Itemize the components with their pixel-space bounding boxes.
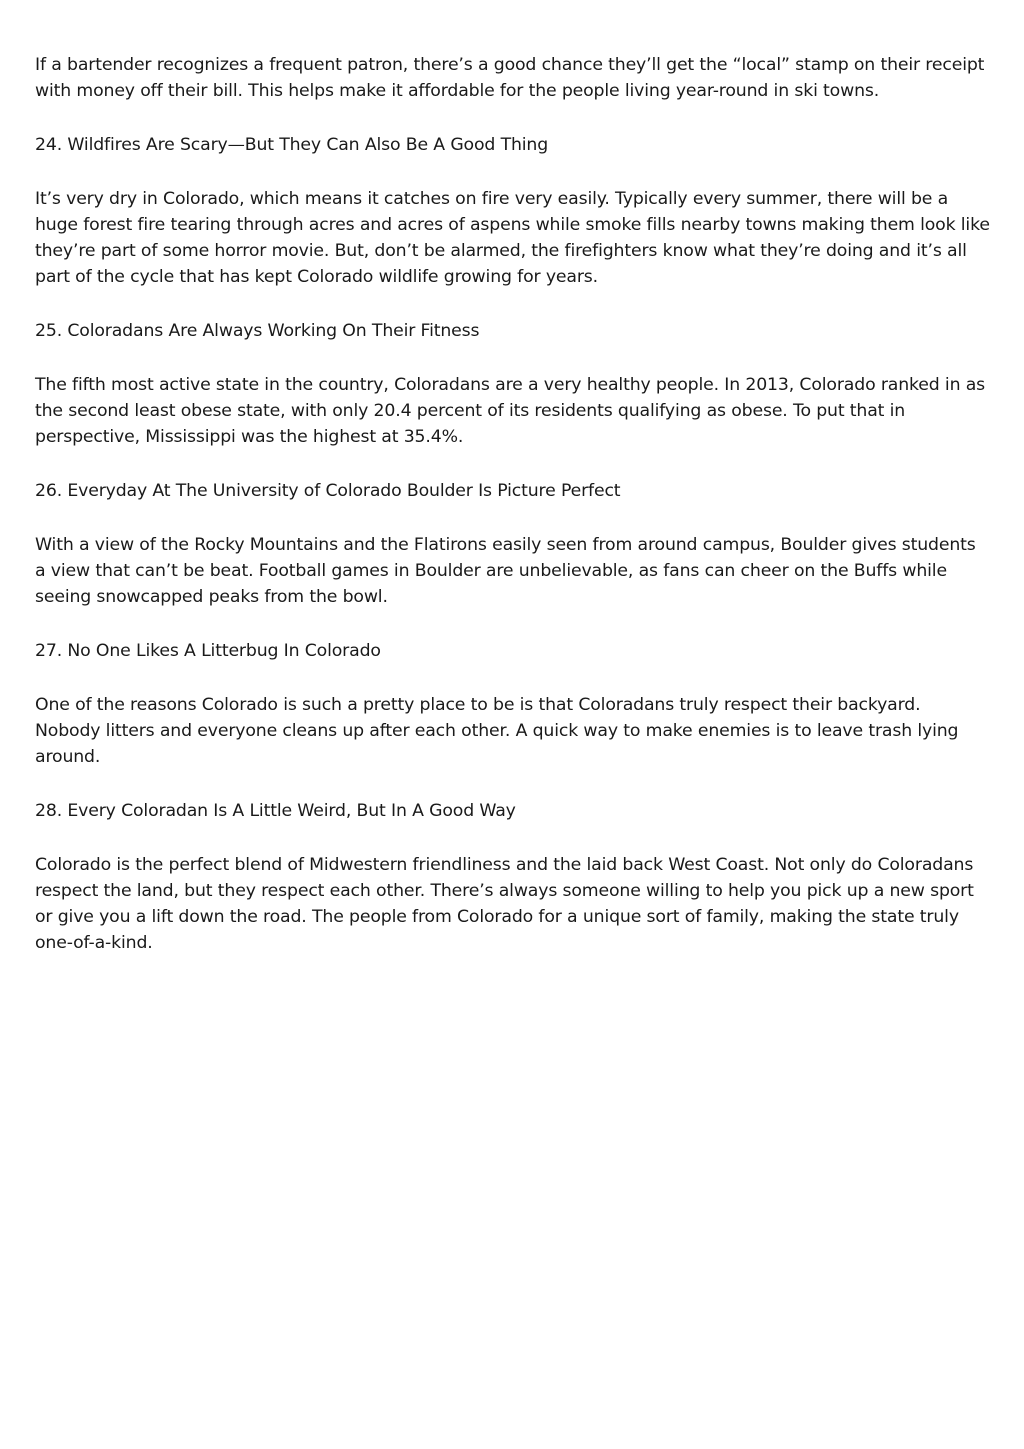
section-heading: 27. No One Likes A Litterbug In Colorado bbox=[35, 641, 381, 661]
body-paragraph: The fifth most active state in the country, Coloradans are a very healthy people. In 2013, Colorado ranked in as the second least obese state, with only 20.4 percent of its residents qualifying as obese. To put that in perspective, Mississippi was the highest at 35.4%. bbox=[35, 375, 986, 447]
body-paragraph: Colorado is the perfect blend of Midwestern friendliness and the laid back West Coast. Not only do Coloradans respect the land, but they respect each other. There’s always someone willing to help you pick up a new sport or give you a lift down the road. The people from Colorado for a unique sort of family, making the state truly one-of-a-kind. bbox=[35, 855, 974, 953]
section-heading: 25. Coloradans Are Always Working On Their Fitness bbox=[35, 321, 480, 341]
body-paragraph: With a view of the Rocky Mountains and the Flatirons easily seen from around campus, Boulder gives students a view that can’t be beat. Football games in Boulder are unbelievable, as fans can cheer on the Buffs while seeing snowcapped peaks from the bowl. bbox=[35, 535, 976, 607]
body-paragraph: One of the reasons Colorado is such a pretty place to be is that Coloradans truly respect their backyard. Nobody litters and everyone cleans up after each other. A quick way to make enemies is to leave trash lying around. bbox=[35, 695, 959, 767]
section-heading: 28. Every Coloradan Is A Little Weird, But In A Good Way bbox=[35, 801, 516, 821]
body-paragraph: It’s very dry in Colorado, which means it catches on fire very easily. Typically every summer, there will be a huge forest fire tearing through acres and acres of aspens while smoke fills nearby towns making them look like they’re part of some horror movie. But, don’t be alarmed, the firefighters know what they’re doing and it’s all part of the cycle that has kept Colorado wildlife growing for years. bbox=[35, 189, 990, 287]
section-heading: 26. Everyday At The University of Colorado Boulder Is Picture Perfect bbox=[35, 481, 621, 501]
document-page bbox=[35, 52, 991, 984]
body-paragraph: If a bartender recognizes a frequent patron, there’s a good chance they’ll get the “local” stamp on their receipt with money off their bill. This helps make it affordable for the people living year-round in ski towns. bbox=[35, 55, 985, 101]
section-heading: 24. Wildfires Are Scary—But They Can Also Be A Good Thing bbox=[35, 135, 549, 155]
